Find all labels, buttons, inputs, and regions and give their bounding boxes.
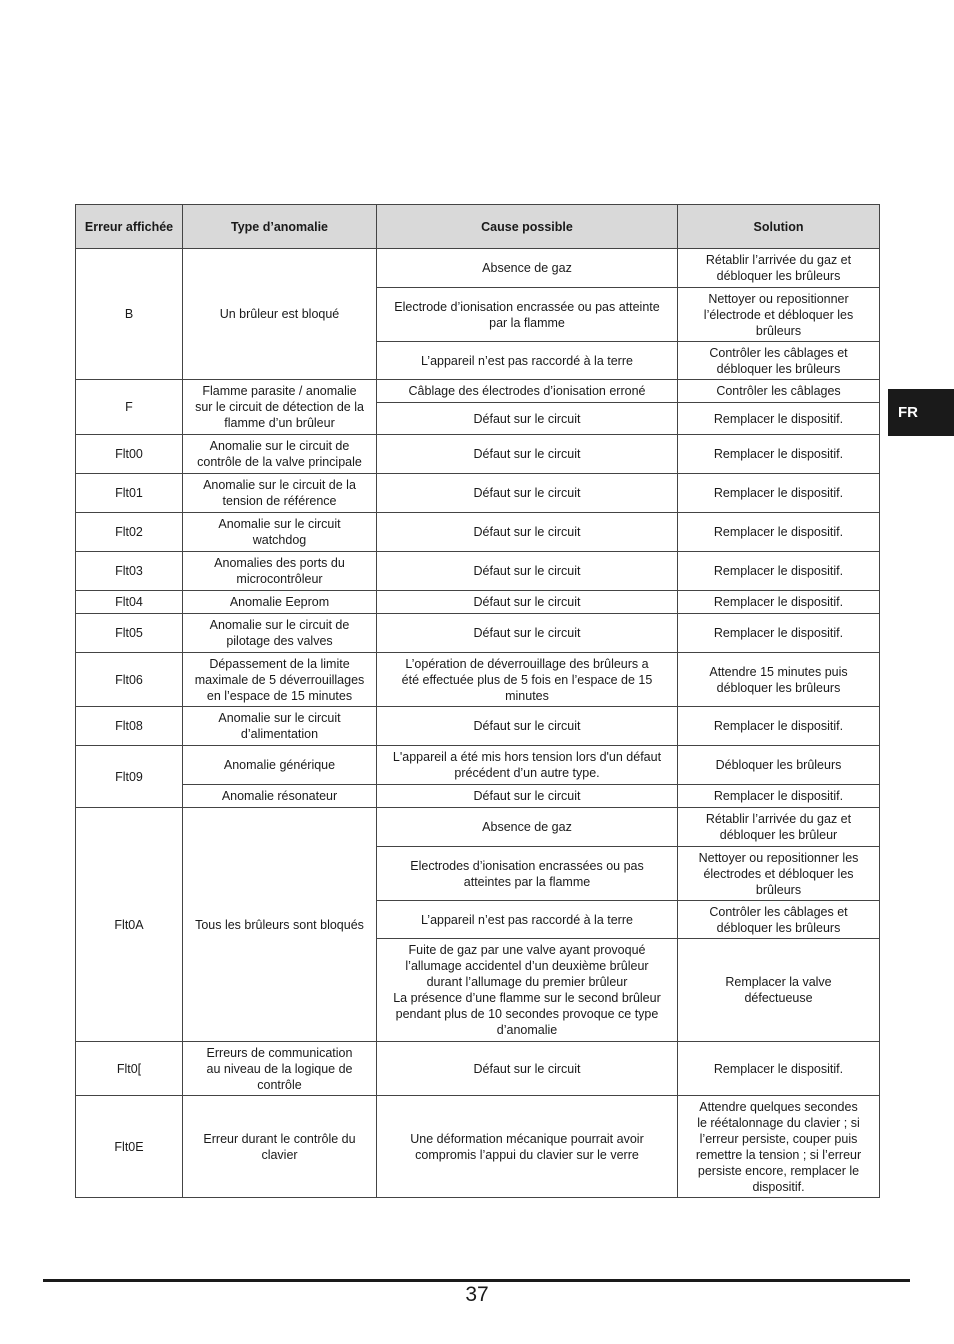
header-solution: Solution bbox=[678, 205, 880, 249]
table-cell: Anomalie générique bbox=[183, 746, 377, 785]
table-cell: Rétablir l’arrivée du gaz et débloquer les brûleur bbox=[678, 808, 880, 847]
table-cell: Défaut sur le circuit bbox=[377, 435, 678, 474]
table-cell: Absence de gaz bbox=[377, 808, 678, 847]
table-cell: Flt0E bbox=[76, 1096, 183, 1198]
header-possible-cause: Cause possible bbox=[377, 205, 678, 249]
table-cell: L’appareil n’est pas raccordé à la terre bbox=[377, 901, 678, 939]
table-cell: Nettoyer ou repositionner l’électrode et débloquer les brûleurs bbox=[678, 288, 880, 342]
table-cell: Défaut sur le circuit bbox=[377, 474, 678, 513]
table-row bbox=[76, 1042, 880, 1096]
table-cell: Electrode d’ionisation encrassée ou pas atteinte par la flamme bbox=[377, 288, 678, 342]
table-cell: Contrôler les câblages bbox=[678, 380, 880, 403]
table-body bbox=[76, 249, 880, 1198]
table-cell: Rétablir l’arrivée du gaz et débloquer les brûleurs bbox=[678, 249, 880, 288]
table-row bbox=[76, 614, 880, 653]
table-cell: Flt0A bbox=[76, 808, 183, 1042]
table-cell: Flt01 bbox=[76, 474, 183, 513]
table-cell: Contrôler les câblages et débloquer les brûleurs bbox=[678, 342, 880, 380]
table-cell: Absence de gaz bbox=[377, 249, 678, 288]
error-code-table bbox=[75, 204, 880, 1198]
table-cell: Flt08 bbox=[76, 707, 183, 746]
table-row bbox=[76, 591, 880, 614]
table-cell: Flt04 bbox=[76, 591, 183, 614]
table-cell: Electrodes d’ionisation encrassées ou pas atteintes par la flamme bbox=[377, 847, 678, 901]
language-tab: FR bbox=[888, 389, 954, 436]
table-cell: Flt00 bbox=[76, 435, 183, 474]
table-header-row bbox=[76, 205, 880, 249]
table-cell: Erreur durant le contrôle du clavier bbox=[183, 1096, 377, 1198]
table-cell: Une déformation mécanique pourrait avoir compromis l’appui du clavier sur le verre bbox=[377, 1096, 678, 1198]
header-error-displayed: Erreur affichée bbox=[76, 205, 183, 249]
table-cell: Remplacer le dispositif. bbox=[678, 785, 880, 808]
table-row bbox=[76, 435, 880, 474]
table-row bbox=[76, 785, 880, 808]
table-cell: Dépassement de la limite maximale de 5 déverrouillages en l’espace de 15 minutes bbox=[183, 653, 377, 707]
table-row bbox=[76, 552, 880, 591]
table-cell: Défaut sur le circuit bbox=[377, 707, 678, 746]
table-cell: L’appareil n’est pas raccordé à la terre bbox=[377, 342, 678, 380]
table-cell: Flt06 bbox=[76, 653, 183, 707]
table-cell: Débloquer les brûleurs bbox=[678, 746, 880, 785]
table-cell: Défaut sur le circuit bbox=[377, 1042, 678, 1096]
table-cell: Remplacer le dispositif. bbox=[678, 403, 880, 435]
table-cell: Défaut sur le circuit bbox=[377, 513, 678, 552]
table-cell: Remplacer le dispositif. bbox=[678, 513, 880, 552]
table-cell: Flt02 bbox=[76, 513, 183, 552]
table-cell: Anomalie sur le circuit de pilotage des valves bbox=[183, 614, 377, 653]
table-row bbox=[76, 1096, 880, 1198]
table-cell: Tous les brûleurs sont bloqués bbox=[183, 808, 377, 1042]
table-row bbox=[76, 474, 880, 513]
table-cell: Fuite de gaz par une valve ayant provoqué l’allumage accidentel d’un deuxième brûleur durant l’allumage du premier brûleur La présence d’une flamme sur le second brûleur pendant plus de 10 secondes provoque ce type d’anomalie bbox=[377, 939, 678, 1042]
table-cell: Remplacer le dispositif. bbox=[678, 591, 880, 614]
table-cell: Câblage des électrodes d’ionisation erroné bbox=[377, 380, 678, 403]
table-cell: Flt0[ bbox=[76, 1042, 183, 1096]
table-cell: Attendre quelques secondes le réétalonnage du clavier ; si l’erreur persiste, couper puis remettre la tension ; si l’erreur persiste encore, remplacer le dispositif. bbox=[678, 1096, 880, 1198]
table-cell: Nettoyer ou repositionner les électrodes et débloquer les brûleurs bbox=[678, 847, 880, 901]
table-cell: Anomalie sur le circuit watchdog bbox=[183, 513, 377, 552]
table-row bbox=[76, 249, 880, 288]
table-row bbox=[76, 707, 880, 746]
table-row bbox=[76, 513, 880, 552]
footer-divider bbox=[43, 1279, 910, 1282]
table-cell: Défaut sur le circuit bbox=[377, 403, 678, 435]
table-cell: Défaut sur le circuit bbox=[377, 552, 678, 591]
table-cell: Flt03 bbox=[76, 552, 183, 591]
page-number: 37 bbox=[465, 1283, 489, 1306]
table-cell: F bbox=[76, 380, 183, 435]
table-cell: Remplacer le dispositif. bbox=[678, 552, 880, 591]
table-cell: Anomalie sur le circuit de contrôle de la valve principale bbox=[183, 435, 377, 474]
table-row bbox=[76, 808, 880, 847]
table-cell: Un brûleur est bloqué bbox=[183, 249, 377, 380]
table-cell: Remplacer le dispositif. bbox=[678, 707, 880, 746]
table-cell: Attendre 15 minutes puis débloquer les brûleurs bbox=[678, 653, 880, 707]
table-cell: Remplacer le dispositif. bbox=[678, 435, 880, 474]
table-cell: Défaut sur le circuit bbox=[377, 591, 678, 614]
table-cell: Erreurs de communication au niveau de la logique de contrôle bbox=[183, 1042, 377, 1096]
table-cell: Flamme parasite / anomalie sur le circuit de détection de la flamme d’un brûleur bbox=[183, 380, 377, 435]
header-anomaly-type: Type d’anomalie bbox=[183, 205, 377, 249]
table-cell: Contrôler les câblages et débloquer les brûleurs bbox=[678, 901, 880, 939]
table-cell: Flt09 bbox=[76, 746, 183, 808]
table-cell: Défaut sur le circuit bbox=[377, 785, 678, 808]
table-cell: B bbox=[76, 249, 183, 380]
table-cell: Anomalies des ports du microcontrôleur bbox=[183, 552, 377, 591]
table-row bbox=[76, 380, 880, 403]
table-row bbox=[76, 746, 880, 785]
table-cell: Remplacer le dispositif. bbox=[678, 614, 880, 653]
table-cell: Flt05 bbox=[76, 614, 183, 653]
table-cell: Anomalie Eeprom bbox=[183, 591, 377, 614]
table-row bbox=[76, 653, 880, 707]
table-cell: Défaut sur le circuit bbox=[377, 614, 678, 653]
table-cell: Remplacer le dispositif. bbox=[678, 474, 880, 513]
table-cell: L’opération de déverrouillage des brûleurs a été effectuée plus de 5 fois en l’espace de 15 minutes bbox=[377, 653, 678, 707]
table-cell: Remplacer la valve défectueuse bbox=[678, 939, 880, 1042]
table-cell: L'appareil a été mis hors tension lors d'un défaut précédent d’un autre type. bbox=[377, 746, 678, 785]
table-cell: Anomalie sur le circuit d’alimentation bbox=[183, 707, 377, 746]
table-cell: Anomalie sur le circuit de la tension de référence bbox=[183, 474, 377, 513]
table-cell: Remplacer le dispositif. bbox=[678, 1042, 880, 1096]
table-cell: Anomalie résonateur bbox=[183, 785, 377, 808]
